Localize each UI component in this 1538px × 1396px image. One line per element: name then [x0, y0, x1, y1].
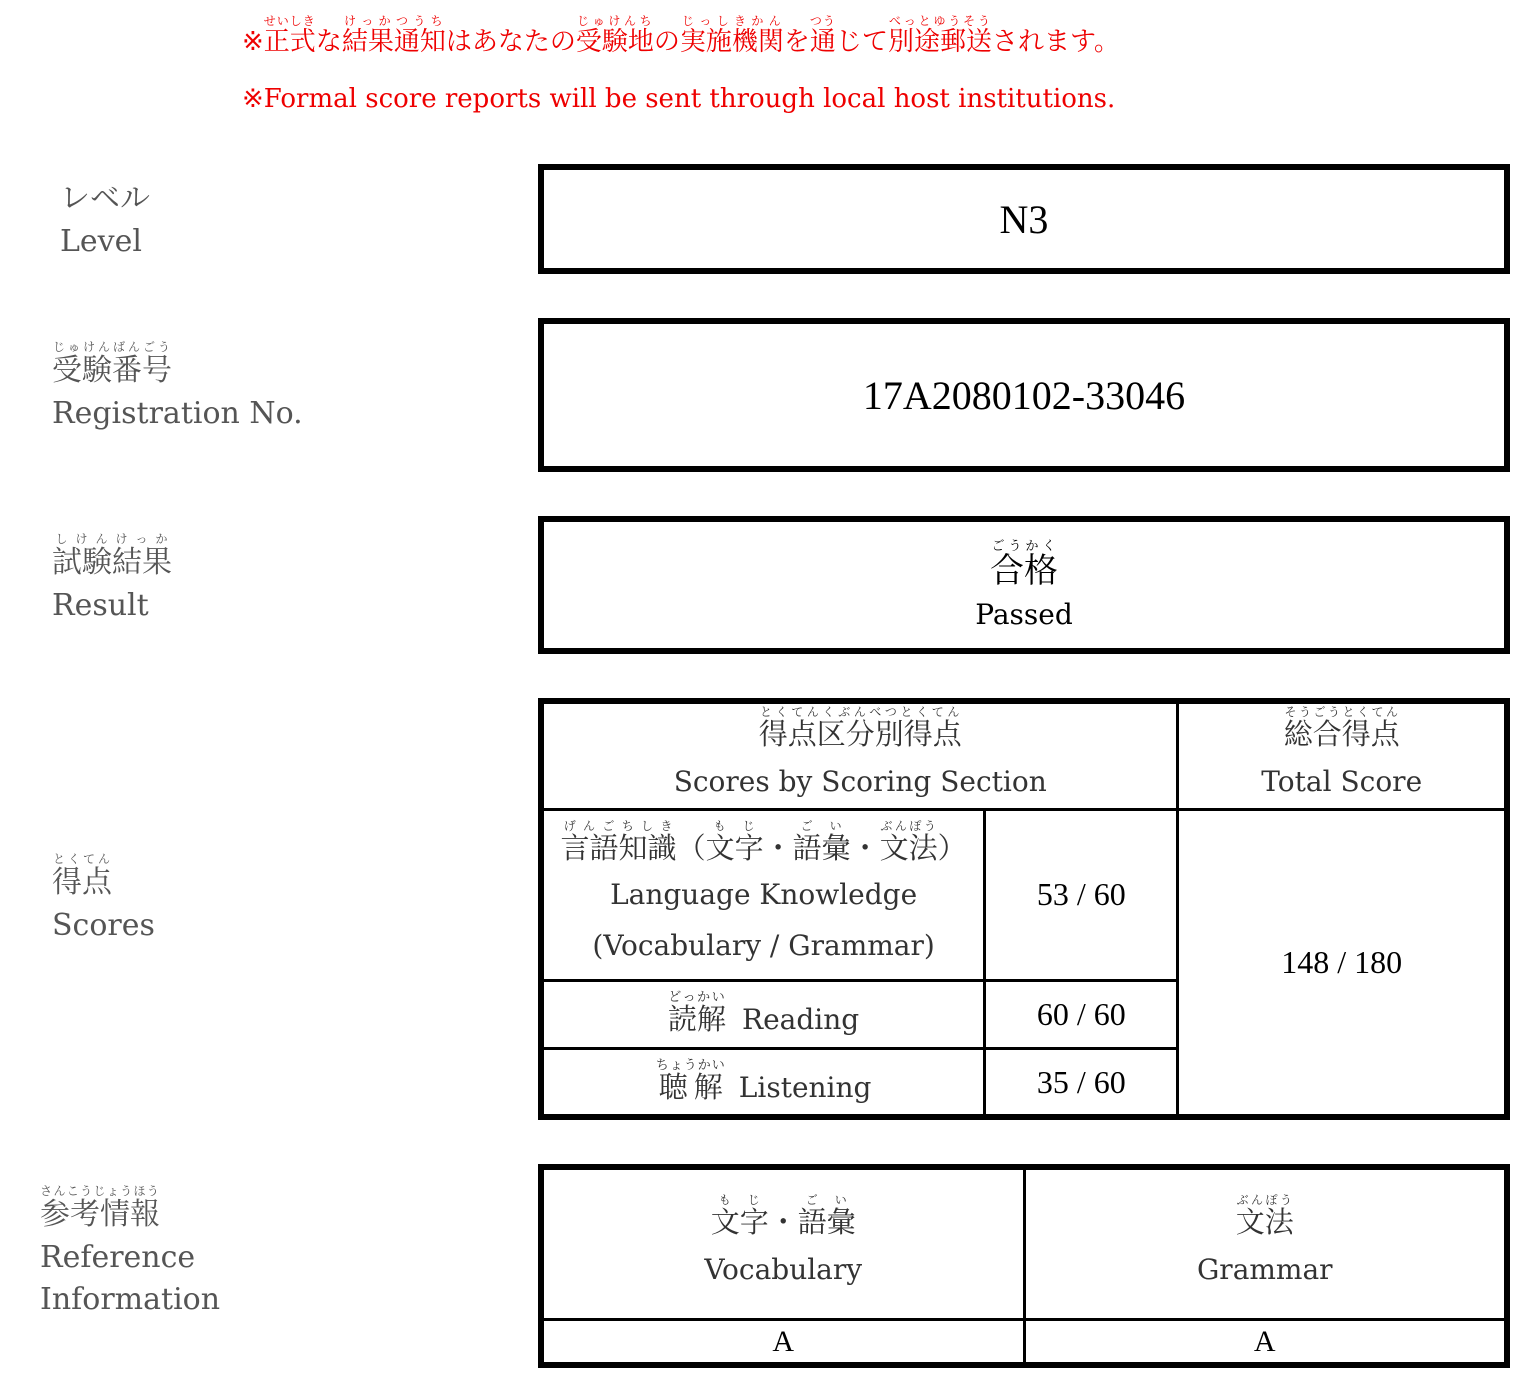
result-label-en: Result [52, 588, 149, 623]
reference-header-row [541, 1167, 1507, 1320]
total-header-en: Total Score [1261, 764, 1423, 798]
result-label [52, 532, 172, 627]
listening-ja: 聴解ちょうかい [655, 1058, 726, 1105]
scores-label-en: Scores [52, 908, 155, 943]
language-knowledge-row [541, 810, 1507, 981]
scores-table [538, 698, 1510, 1120]
level-box [538, 164, 1510, 274]
reading-ja: 読解どっかい [668, 990, 727, 1037]
reference-label-en-2: Information [40, 1282, 221, 1317]
section-header-cell [541, 701, 1178, 810]
reference-grade-row [541, 1320, 1507, 1365]
vocabulary-header-ja: 文字もじ・語彙ごい [710, 1193, 856, 1240]
level-label-ja: レベル [60, 181, 150, 216]
grammar-grade: A [1253, 1324, 1276, 1358]
result-value-en: Passed [975, 597, 1073, 631]
notice-japanese: ※正式せいしきな結果通知けっかつうちはあなたの受験地じゅけんちの実施機関じっしきかんを通つうじて別途郵送べっとゆうそうされます。 [242, 14, 1120, 57]
level-label [60, 176, 150, 263]
grammar-grade-cell [1024, 1320, 1507, 1365]
reading-score-cell [985, 980, 1178, 1048]
scores-header-row [541, 701, 1507, 810]
listening-en: Listening [738, 1071, 872, 1105]
reference-label-ja: 参考情報さんこうじょうほう [40, 1184, 160, 1232]
vocabulary-grade: A [772, 1324, 795, 1358]
level-value: N3 [999, 196, 1049, 242]
registration-label-ja: 受験番号じゅけんばんごう [52, 340, 172, 388]
total-header-ja: 総合得点そうごうとくてん [1283, 705, 1400, 752]
grammar-header-cell [1024, 1167, 1507, 1320]
vocabulary-grade-cell [541, 1320, 1024, 1365]
reference-label [40, 1184, 220, 1321]
registration-label-en: Registration No. [52, 396, 303, 431]
total-score: 148 / 180 [1281, 944, 1403, 980]
language-knowledge-score-cell [985, 810, 1178, 981]
result-label-ja: 試験結果しけんけっか [52, 532, 172, 580]
reference-label-en-1: Reference [40, 1240, 196, 1275]
registration-box [538, 318, 1510, 472]
reference-table [538, 1164, 1510, 1368]
language-knowledge-ja: 言語知識げんごちしき（文字もじ・語彙ごい・文法ぶんぽう） [560, 818, 967, 865]
registration-label [52, 340, 303, 435]
notice-english: ※Formal score reports will be sent through local host institutions. [242, 84, 1116, 114]
section-header-ja: 得点区分別得点とくてんくぶんべつとくてん [758, 705, 962, 752]
vocabulary-header-cell [541, 1167, 1024, 1320]
reading-cell [541, 980, 985, 1048]
result-box [538, 516, 1510, 654]
language-knowledge-en-2: (Vocabulary / Grammar) [592, 928, 935, 962]
result-value-ja: 合格ごうかく [990, 539, 1058, 592]
listening-score-cell [985, 1049, 1178, 1117]
listening-score: 35 / 60 [1036, 1063, 1126, 1100]
vocabulary-header-en: Vocabulary [704, 1252, 863, 1286]
reading-en: Reading [742, 1003, 860, 1037]
language-knowledge-en-1: Language Knowledge [610, 878, 918, 912]
grammar-header-en: Grammar [1196, 1252, 1333, 1286]
listening-cell [541, 1049, 985, 1117]
reading-score: 60 / 60 [1036, 995, 1126, 1032]
scores-label-ja: 得点とくてん [52, 852, 112, 900]
language-knowledge-score: 53 / 60 [1036, 876, 1126, 913]
language-knowledge-cell [541, 810, 985, 981]
grammar-header-ja: 文法ぶんぽう [1235, 1193, 1294, 1240]
total-score-cell [1178, 810, 1507, 1117]
scores-label [52, 852, 155, 947]
level-label-en: Level [60, 224, 142, 259]
registration-value: 17A2080102-33046 [862, 372, 1186, 418]
section-header-en: Scores by Scoring Section [673, 764, 1047, 798]
total-header-cell [1178, 701, 1507, 810]
